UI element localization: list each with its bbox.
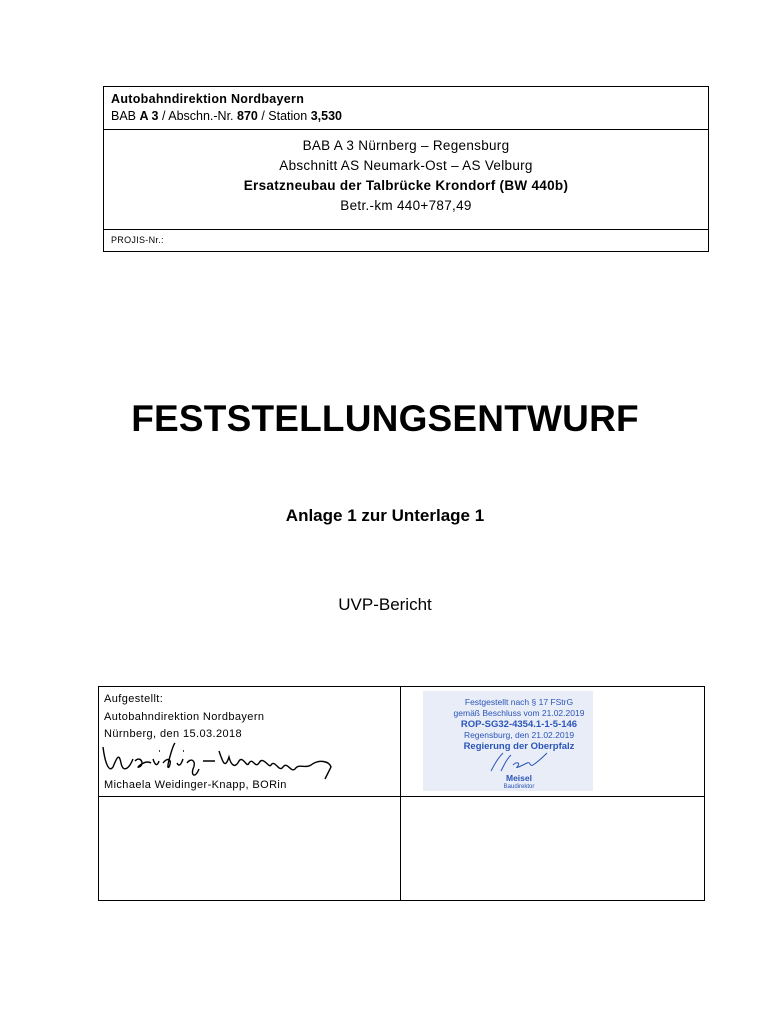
header-organization-cell bbox=[104, 87, 708, 130]
prepared-organization: Autobahndirektion Nordbayern bbox=[104, 710, 265, 723]
stamp-role: Baudirektor bbox=[503, 784, 535, 790]
header-project-cell bbox=[104, 130, 708, 230]
project-header-box bbox=[103, 86, 709, 252]
projis-number: PROJIS-Nr.: bbox=[111, 235, 164, 245]
section-label: / Abschn.-Nr. bbox=[158, 109, 238, 123]
prepared-place-date: Nürnberg, den 15.03.2018 bbox=[104, 728, 243, 740]
document-subtitle: Anlage 1 zur Unterlage 1 bbox=[285, 506, 485, 525]
station-label: / Station bbox=[257, 109, 311, 123]
stamp-text-block bbox=[409, 697, 629, 752]
stamp-name: Meisel bbox=[506, 773, 532, 783]
header-organization: Autobahndirektion Nordbayern bbox=[111, 92, 305, 106]
section-number: 870 bbox=[237, 109, 258, 123]
road-number: A 3 bbox=[139, 109, 159, 123]
road-prefix: BAB bbox=[111, 109, 140, 123]
stamp-signature bbox=[485, 751, 555, 773]
approval-stamp bbox=[423, 691, 593, 791]
approval-cell bbox=[401, 687, 704, 797]
prepared-cell bbox=[99, 687, 401, 797]
project-name: Ersatzneubau der Talbrücke Krondorf (BW 440b) bbox=[243, 178, 569, 193]
stamp-place-date: Regensburg, den 21.02.2019 bbox=[463, 730, 575, 740]
document-type: UVP-Bericht bbox=[338, 595, 432, 614]
stamp-authority: Regierung der Oberpfalz bbox=[463, 741, 575, 752]
signer-name: Michaela Weidinger-Knapp, BORin bbox=[104, 779, 287, 791]
project-km: Betr.-km 440+787,49 bbox=[340, 198, 472, 213]
project-route: BAB A 3 Nürnberg – Regensburg bbox=[302, 138, 510, 153]
stamp-line2: gemäß Beschluss vom 21.02.2019 bbox=[453, 708, 585, 718]
stamp-reference: ROP-SG32-4354.1-1-5-146 bbox=[460, 719, 578, 730]
empty-cell-bottom-right bbox=[401, 797, 704, 900]
station-number: 3,530 bbox=[310, 109, 342, 123]
empty-cell-bottom-left bbox=[99, 797, 401, 900]
project-segment: Abschnitt AS Neumark-Ost – AS Velburg bbox=[279, 158, 533, 173]
stamp-line1: Festgestellt nach § 17 FStrG bbox=[464, 697, 574, 707]
prepared-label: Aufgestellt: bbox=[104, 693, 164, 705]
header-road-section-line bbox=[111, 108, 708, 125]
document-title: FESTSTELLUNGSENTWURF bbox=[131, 398, 639, 439]
signature-table bbox=[98, 686, 705, 901]
